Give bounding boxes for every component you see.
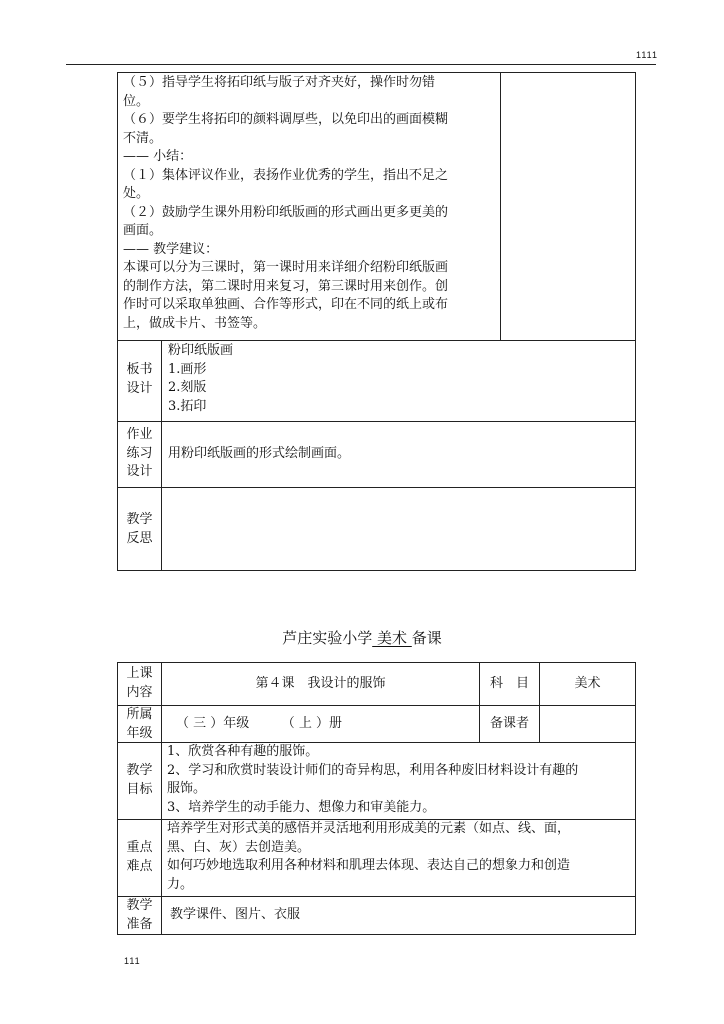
page-number-top: 1111	[636, 50, 659, 60]
lesson-title: 第４课 我设计的服饰	[255, 676, 386, 691]
table1-left-border	[117, 72, 118, 571]
preparer-value	[540, 706, 635, 742]
content-line: —— 小结：	[123, 149, 193, 164]
table2-top-border	[117, 662, 636, 663]
board-design-content	[168, 342, 468, 416]
header-rule	[66, 64, 656, 65]
title-suffix: 备课	[411, 629, 442, 647]
goal-line: 服饰。	[167, 781, 207, 796]
content-line: 画面。	[123, 223, 163, 238]
prep-text: 教学课件、图片、衣服	[170, 907, 301, 922]
continued-content	[123, 74, 495, 333]
table1-row-divider	[117, 421, 636, 422]
preparer-label: 备课者	[489, 716, 529, 731]
content-line: 的制作方法，第二课时用来复习，第三课时用来创作。创	[123, 278, 449, 294]
table2-label-divider	[161, 662, 162, 935]
table2-row-divider	[117, 896, 636, 897]
page-number-bottom: 111	[124, 956, 141, 966]
table1-notes-divider	[500, 72, 501, 340]
prep-label: 教学 准备	[126, 898, 153, 932]
content-line: —— 教学建议：	[123, 241, 219, 257]
content-line: 上，做成卡片、书签等。	[123, 315, 267, 331]
reflection-label: 教学 反思	[126, 512, 153, 546]
content-line: 不清。	[123, 130, 163, 146]
homework-label: 作业 练习 设计	[126, 427, 153, 479]
keypoint-line: 黑、白、灰）去创造美。	[167, 839, 311, 855]
keypoints-label: 重点 难点	[126, 840, 153, 874]
content-line: （６）要学生将拓印的颜料调厚些，以免印出的画面模糊	[123, 112, 449, 127]
board-line: 2.刻版	[168, 380, 207, 395]
lesson-content-label: 上课 内容	[126, 666, 153, 700]
table2-bottom-border	[117, 934, 636, 935]
content-line: （１）集体评议作业，表扬作业优秀的学生，指出不足之	[123, 167, 449, 183]
table1-row-divider	[117, 340, 636, 341]
goals-label: 教学 目标	[126, 763, 153, 797]
board-line: 1.画形	[168, 361, 207, 377]
reflection-content	[162, 488, 635, 570]
board-design-label: 板书 设计	[126, 362, 153, 396]
content-line: 本课可以分为三课时，第一课时用来详细介绍粉印纸版画	[123, 260, 449, 275]
keypoints-content	[167, 820, 633, 894]
content-line: 处。	[123, 186, 150, 201]
table1-top-border	[117, 72, 636, 73]
goals-content	[167, 743, 633, 817]
board-line: 粉印纸版画	[168, 343, 234, 358]
keypoint-line: 力。	[167, 876, 194, 892]
subject-name: 美术	[376, 629, 407, 647]
homework-text: 用粉印纸版画的形式绘制画面。	[168, 446, 351, 461]
table1-bottom-border	[117, 570, 636, 571]
subject-value: 美术	[574, 676, 601, 691]
board-line: 3.拓印	[168, 398, 207, 414]
table2-right-border	[635, 662, 636, 935]
grade-label: 所属 年级	[126, 707, 153, 741]
grade-value: （ 三 ）年级 （ 上 ）册	[176, 716, 343, 731]
content-line: 位。	[123, 93, 150, 109]
table1-right-border	[635, 72, 636, 571]
school-name: 芦庄实验小学	[282, 629, 373, 647]
document-title	[0, 627, 724, 648]
content-line: （５）指导学生将拓印纸与版子对齐夹好，操作时勿错	[123, 75, 436, 90]
content-line: （２）鼓励学生课外用粉印纸版画的形式画出更多更美的	[123, 204, 449, 220]
goal-line: 2、学习和欣赏时装设计师们的奇异构思，利用各种废旧材料设计有趣的	[167, 762, 579, 778]
keypoint-line: 培养学生对形式美的感悟并灵活地利用形成美的元素（如点、线、面，	[167, 821, 571, 836]
subject-label: 科 目	[489, 676, 529, 691]
goal-line: 1、欣赏各种有趣的服饰。	[167, 744, 319, 759]
keypoint-line: 如何巧妙地选取利用各种材料和肌理去体现、表达自己的想象力和创造	[167, 858, 571, 873]
content-line: 作时可以采取单独画、合作等形式，印在不同的纸上或布	[123, 297, 449, 312]
goal-line: 3、培养学生的动手能力、想像力和审美能力。	[167, 799, 436, 815]
